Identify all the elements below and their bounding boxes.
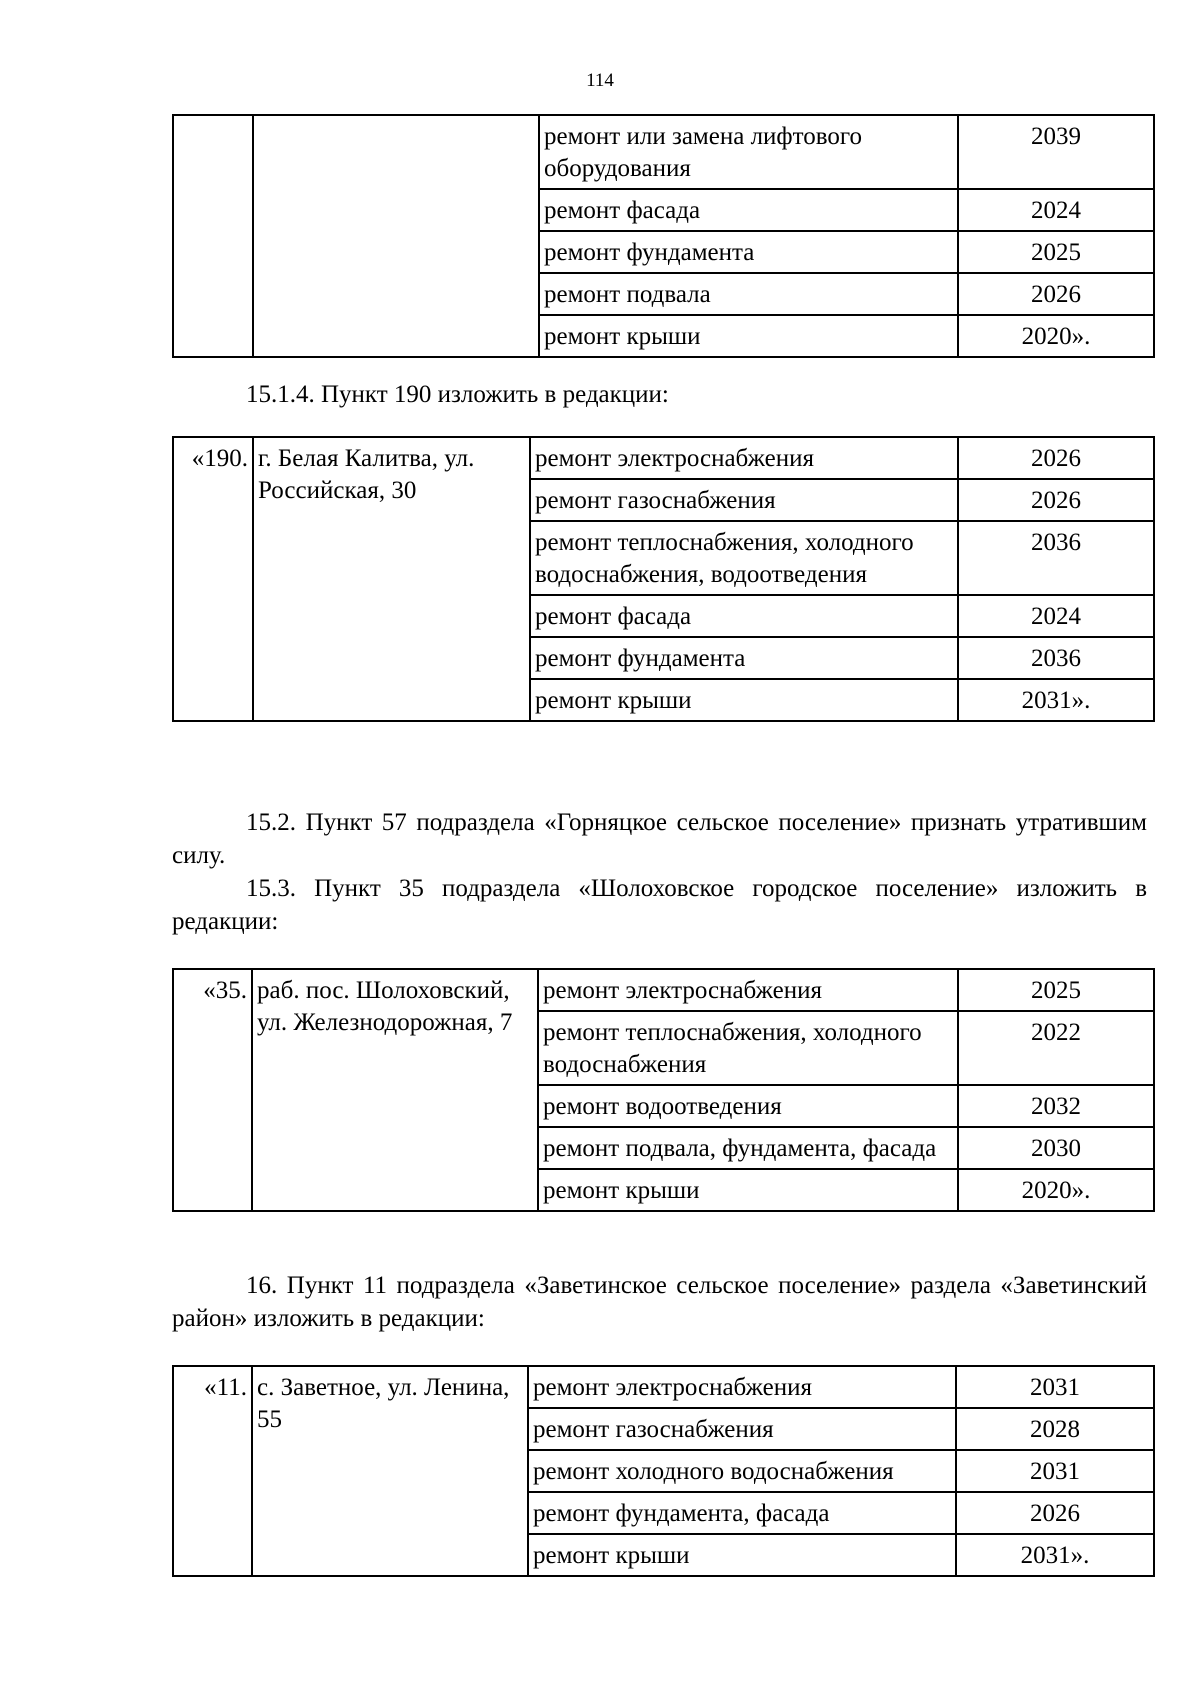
- work-cell: ремонт водоотведения: [538, 1085, 958, 1127]
- work-cell: ремонт газоснабжения: [528, 1408, 956, 1450]
- table-row: [173, 437, 1154, 479]
- year-cell: 2025: [958, 969, 1154, 1011]
- work-cell: ремонт крыши: [528, 1534, 956, 1576]
- item-number-cell: «35.: [173, 969, 252, 1211]
- work-cell: ремонт теплоснабжения, холодного водоснабжения, водоотведения: [530, 521, 958, 595]
- paragraph-text: 15.1.4. Пункт 190 изложить в редакции:: [246, 381, 669, 408]
- table-row: [173, 115, 1154, 189]
- year-cell: 2024: [958, 189, 1154, 231]
- year-cell: 2020».: [958, 315, 1154, 357]
- year-cell: 2031: [956, 1366, 1154, 1408]
- works-table-35: [172, 968, 1155, 1212]
- year-cell: 2036: [958, 521, 1154, 595]
- item-number-cell: [173, 115, 253, 357]
- work-cell: ремонт подвала: [539, 273, 958, 315]
- year-cell: 2026: [958, 479, 1154, 521]
- table-row: [173, 969, 1154, 1011]
- paragraph-15-2: [172, 806, 1147, 872]
- year-cell: 2028: [956, 1408, 1154, 1450]
- item-number-cell: «190.: [173, 437, 253, 721]
- address-cell: с. Заветное, ул. Ленина, 55: [252, 1366, 528, 1576]
- works-table-190: [172, 436, 1155, 722]
- item-number-cell: «11.: [173, 1366, 252, 1576]
- year-cell: 2022: [958, 1011, 1154, 1085]
- work-cell: ремонт газоснабжения: [530, 479, 958, 521]
- year-cell: 2026: [956, 1492, 1154, 1534]
- work-cell: ремонт фундамента: [530, 637, 958, 679]
- address-cell: [253, 115, 539, 357]
- year-cell: 2031: [956, 1450, 1154, 1492]
- work-cell: ремонт электроснабжения: [538, 969, 958, 1011]
- work-cell: ремонт электроснабжения: [528, 1366, 956, 1408]
- year-cell: 2032: [958, 1085, 1154, 1127]
- year-cell: 2026: [958, 437, 1154, 479]
- year-cell: 2039: [958, 115, 1154, 189]
- work-cell: ремонт фасада: [539, 189, 958, 231]
- work-cell: ремонт крыши: [530, 679, 958, 721]
- year-cell: 2036: [958, 637, 1154, 679]
- paragraph-15-1-4: [172, 378, 1147, 411]
- work-cell: ремонт фундамента, фасада: [528, 1492, 956, 1534]
- work-cell: ремонт фасада: [530, 595, 958, 637]
- work-cell: ремонт электроснабжения: [530, 437, 958, 479]
- works-table-11: [172, 1365, 1155, 1577]
- work-cell: ремонт фундамента: [539, 231, 958, 273]
- work-cell: ремонт крыши: [539, 315, 958, 357]
- year-cell: 2031».: [958, 679, 1154, 721]
- address-cell: раб. пос. Шолоховский, ул. Железнодорожная, 7: [252, 969, 538, 1211]
- paragraph-16: [172, 1269, 1147, 1335]
- work-cell: ремонт крыши: [538, 1169, 958, 1211]
- works-table-continuation: [172, 114, 1155, 358]
- work-cell: ремонт подвала, фундамента, фасада: [538, 1127, 958, 1169]
- year-cell: 2031».: [956, 1534, 1154, 1576]
- work-cell: ремонт теплоснабжения, холодного водоснабжения: [538, 1011, 958, 1085]
- year-cell: 2025: [958, 231, 1154, 273]
- year-cell: 2026: [958, 273, 1154, 315]
- table-row: [173, 1366, 1154, 1408]
- year-cell: 2030: [958, 1127, 1154, 1169]
- work-cell: ремонт или замена лифтового оборудования: [539, 115, 958, 189]
- work-cell: ремонт холодного водоснабжения: [528, 1450, 956, 1492]
- address-cell: г. Белая Калитва, ул. Российская, 30: [253, 437, 530, 721]
- paragraph-text: 15.2. Пункт 57 подраздела «Горняцкое сельское поселение» признать утратившим силу.: [172, 809, 1147, 869]
- year-cell: 2020».: [958, 1169, 1154, 1211]
- paragraph-15-3: [172, 872, 1147, 938]
- year-cell: 2024: [958, 595, 1154, 637]
- paragraph-text: 15.3. Пункт 35 подраздела «Шолоховское городское поселение» изложить в редакции:: [172, 875, 1147, 935]
- paragraph-text: 16. Пункт 11 подраздела «Заветинское сельское поселение» раздела «Заветинский район» изложить в редакции:: [172, 1272, 1147, 1332]
- page-number: 114: [586, 70, 614, 91]
